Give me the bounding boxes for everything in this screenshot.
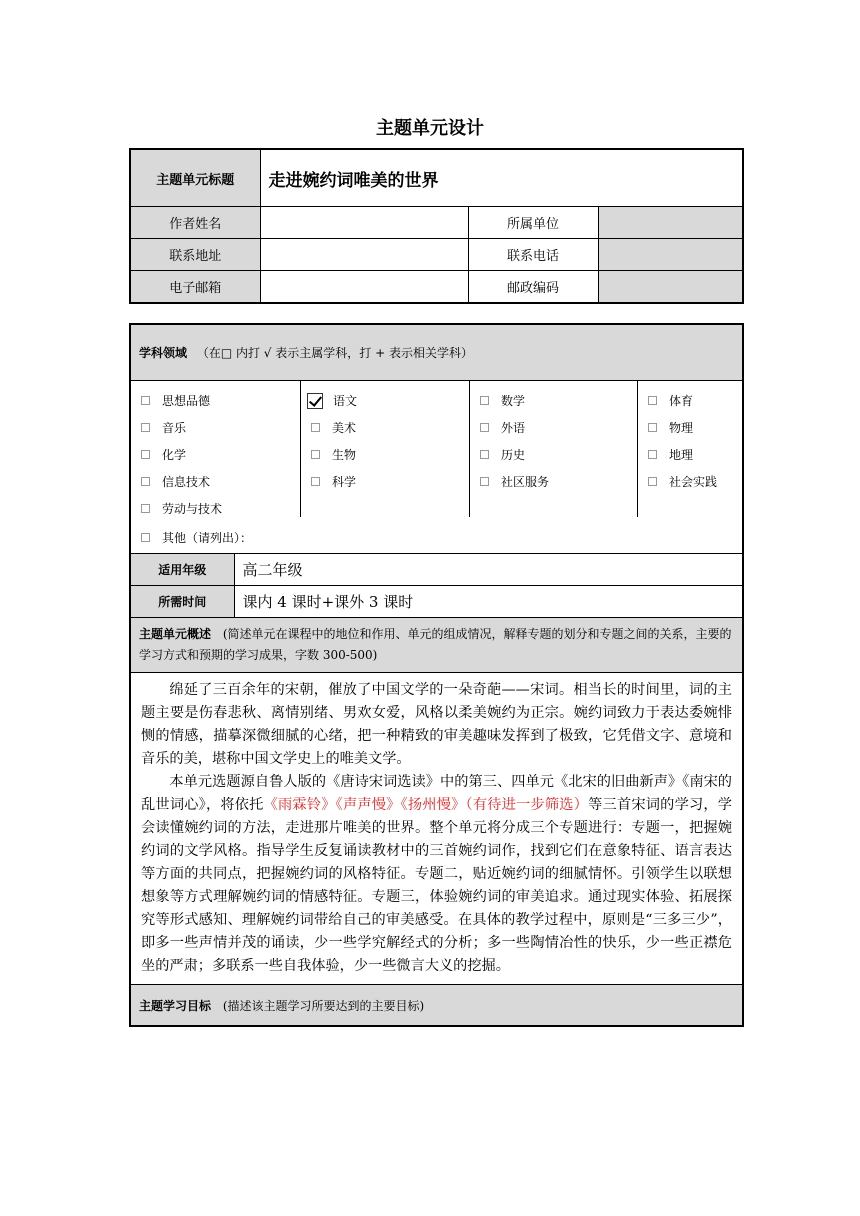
checkbox-icon[interactable] [480,423,489,432]
checkbox-icon[interactable] [141,450,150,459]
subject-option-label: 信息技术 [162,475,211,489]
overview-paragraph-1: 绵延了三百余年的宋朝，催放了中国文学的一朵奇葩——宋词。相当长的时间里，词的主题主要是伤春悲秋、离情别绪、男欢女爱，风格以柔美婉约为正宗。婉约词致力于表达委婉悱恻的情感，描摹深微细腻的心绪，把一种精致的审美趣味发挥到了极致，它凭借文字、意境和音乐的美，堪称中国文学史上的唯美文学。 [141,682,732,767]
checkbox-icon[interactable] [141,533,150,542]
subject-option[interactable] [301,441,469,468]
checkbox-icon[interactable] [480,396,489,405]
subject-column [637,381,741,517]
checkbox-icon[interactable] [311,477,320,486]
subject-column [300,381,469,517]
overview-paragraph-2 [141,771,732,978]
subject-column [469,381,637,517]
checkbox-icon[interactable] [141,423,150,432]
subject-option-label: 社区服务 [501,475,550,489]
subject-option-label: 科学 [332,475,357,489]
goals-header [130,985,743,1027]
unit-info-table [129,148,744,304]
checkbox-icon[interactable] [311,450,320,459]
checkbox-icon[interactable] [648,423,657,432]
email-label: 电子邮箱 [130,271,260,304]
checkbox-icon[interactable] [311,423,320,432]
overview-text: 本单元选题源自鲁人版的《唐诗宋词选读》中的第三、四单元《北宋的旧曲新声》《南宋的乱世词心》，将依托 [141,774,732,813]
subject-option[interactable] [470,414,637,441]
time-value[interactable]: 课内 4 课时+课外 3 课时 [234,586,743,618]
subject-option-label: 外语 [501,421,526,435]
checked-checkbox-icon[interactable] [307,393,323,409]
subject-option-label: 社会实践 [669,475,718,489]
subject-label: 学科领域 [139,346,188,360]
unit-design-table [129,323,744,1027]
other-subject-label: 其他（请列出）： [162,530,253,545]
subject-option[interactable] [470,387,637,414]
subject-option[interactable] [131,414,300,441]
overview-body[interactable] [130,673,743,985]
subject-option-label: 物理 [669,421,694,435]
checkbox-icon[interactable] [141,477,150,486]
subject-option-label: 美术 [332,421,357,435]
grade-value[interactable]: 高二年级 [234,554,743,586]
address-label: 联系地址 [130,239,260,271]
checkbox-icon[interactable] [141,504,150,513]
author-field[interactable] [260,207,468,239]
org-field[interactable] [598,207,743,239]
grade-label: 适用年级 [130,554,234,586]
subject-option[interactable] [131,495,300,522]
other-subject-row[interactable] [130,521,743,554]
phone-field[interactable] [598,239,743,271]
author-label: 作者姓名 [130,207,260,239]
checkbox-icon[interactable] [648,396,657,405]
subject-option[interactable] [301,468,469,495]
checkbox-icon[interactable] [648,477,657,486]
overview-hint: (简述单元在课程中的地位和作用、单元的组成情况，解释专题的划分和专题之间的关系，主要的学习方式和预期的学习成果，字数 300-500) [139,627,732,662]
subject-option-label: 生物 [332,448,357,462]
subject-option[interactable] [131,468,300,495]
subject-option-label: 语文 [333,394,358,408]
subject-option[interactable] [131,441,300,468]
overview-text: 等三首宋词的学习，学会读懂婉约词的方法，走进那片唯美的世界。整个单元将分成三个专题进行：专题一，把握婉约词的文学风格。指导学生反复诵读教材中的三首婉约词作，找到它们在意象特征、语言表达等方面的共同点，把握婉约词的风格特征。专题二，贴近婉约词的细腻情怀。引领学生以联想想象等方式理解婉约词的情感特征。专题三，体验婉约词的审美追求。通过现实体验、拓展探究等形式感知、理解婉约词带给自己的审美感受。在具体的教学过程中，原则是“三多三少”，即多一些声情并茂的诵读，少一些学究解经式的分析；多一些陶情冶性的快乐，少一些正襟危坐的严肃；多联系一些自我体验，少一些微言大义的挖掘。 [141,797,732,974]
checkbox-icon[interactable] [480,477,489,486]
subject-option[interactable] [301,387,469,414]
subject-hint: （在□ 内打 √ 表示主属学科，打 + 表示相关学科） [196,346,473,360]
highlighted-titles: 《雨霖铃》《声声慢》《扬州慢》（有待进一步筛选） [263,797,589,813]
subject-grid [130,381,743,522]
subject-option[interactable] [638,441,741,468]
subject-option[interactable] [638,468,741,495]
subject-option-label: 体育 [669,394,694,408]
goals-label: 主题学习目标 [139,998,212,1013]
zip-label: 邮政编码 [468,271,598,304]
subject-option-label: 历史 [501,448,526,462]
subject-option-label: 音乐 [162,421,187,435]
page-title: 主题单元设计 [376,118,484,139]
subject-column [131,381,300,521]
subject-option[interactable] [470,441,637,468]
subject-option-label: 思想品德 [162,394,211,408]
unit-title-label: 主题单元标题 [130,149,260,207]
phone-label: 联系电话 [468,239,598,271]
checkbox-icon[interactable] [648,450,657,459]
overview-header [130,618,743,673]
subject-option-label: 劳动与技术 [162,502,223,516]
goals-hint: (描述该主题学习所要达到的主要目标) [222,998,425,1013]
subject-option-label: 地理 [669,448,694,462]
subject-header [130,324,743,381]
subject-option[interactable] [470,468,637,495]
subject-option-label: 数学 [501,394,526,408]
checkbox-icon[interactable] [141,396,150,405]
overview-label: 主题单元概述 [139,627,212,641]
unit-title-value[interactable]: 走进婉约词唯美的世界 [260,149,743,207]
org-label: 所属单位 [468,207,598,239]
zip-field[interactable] [598,271,743,304]
subject-option[interactable] [301,414,469,441]
checkbox-icon[interactable] [480,450,489,459]
subject-option[interactable] [131,387,300,414]
time-label: 所需时间 [130,586,234,618]
subject-option-label: 化学 [162,448,187,462]
subject-option[interactable] [638,414,741,441]
subject-option[interactable] [638,387,741,414]
email-field[interactable] [260,271,468,304]
address-field[interactable] [260,239,468,271]
